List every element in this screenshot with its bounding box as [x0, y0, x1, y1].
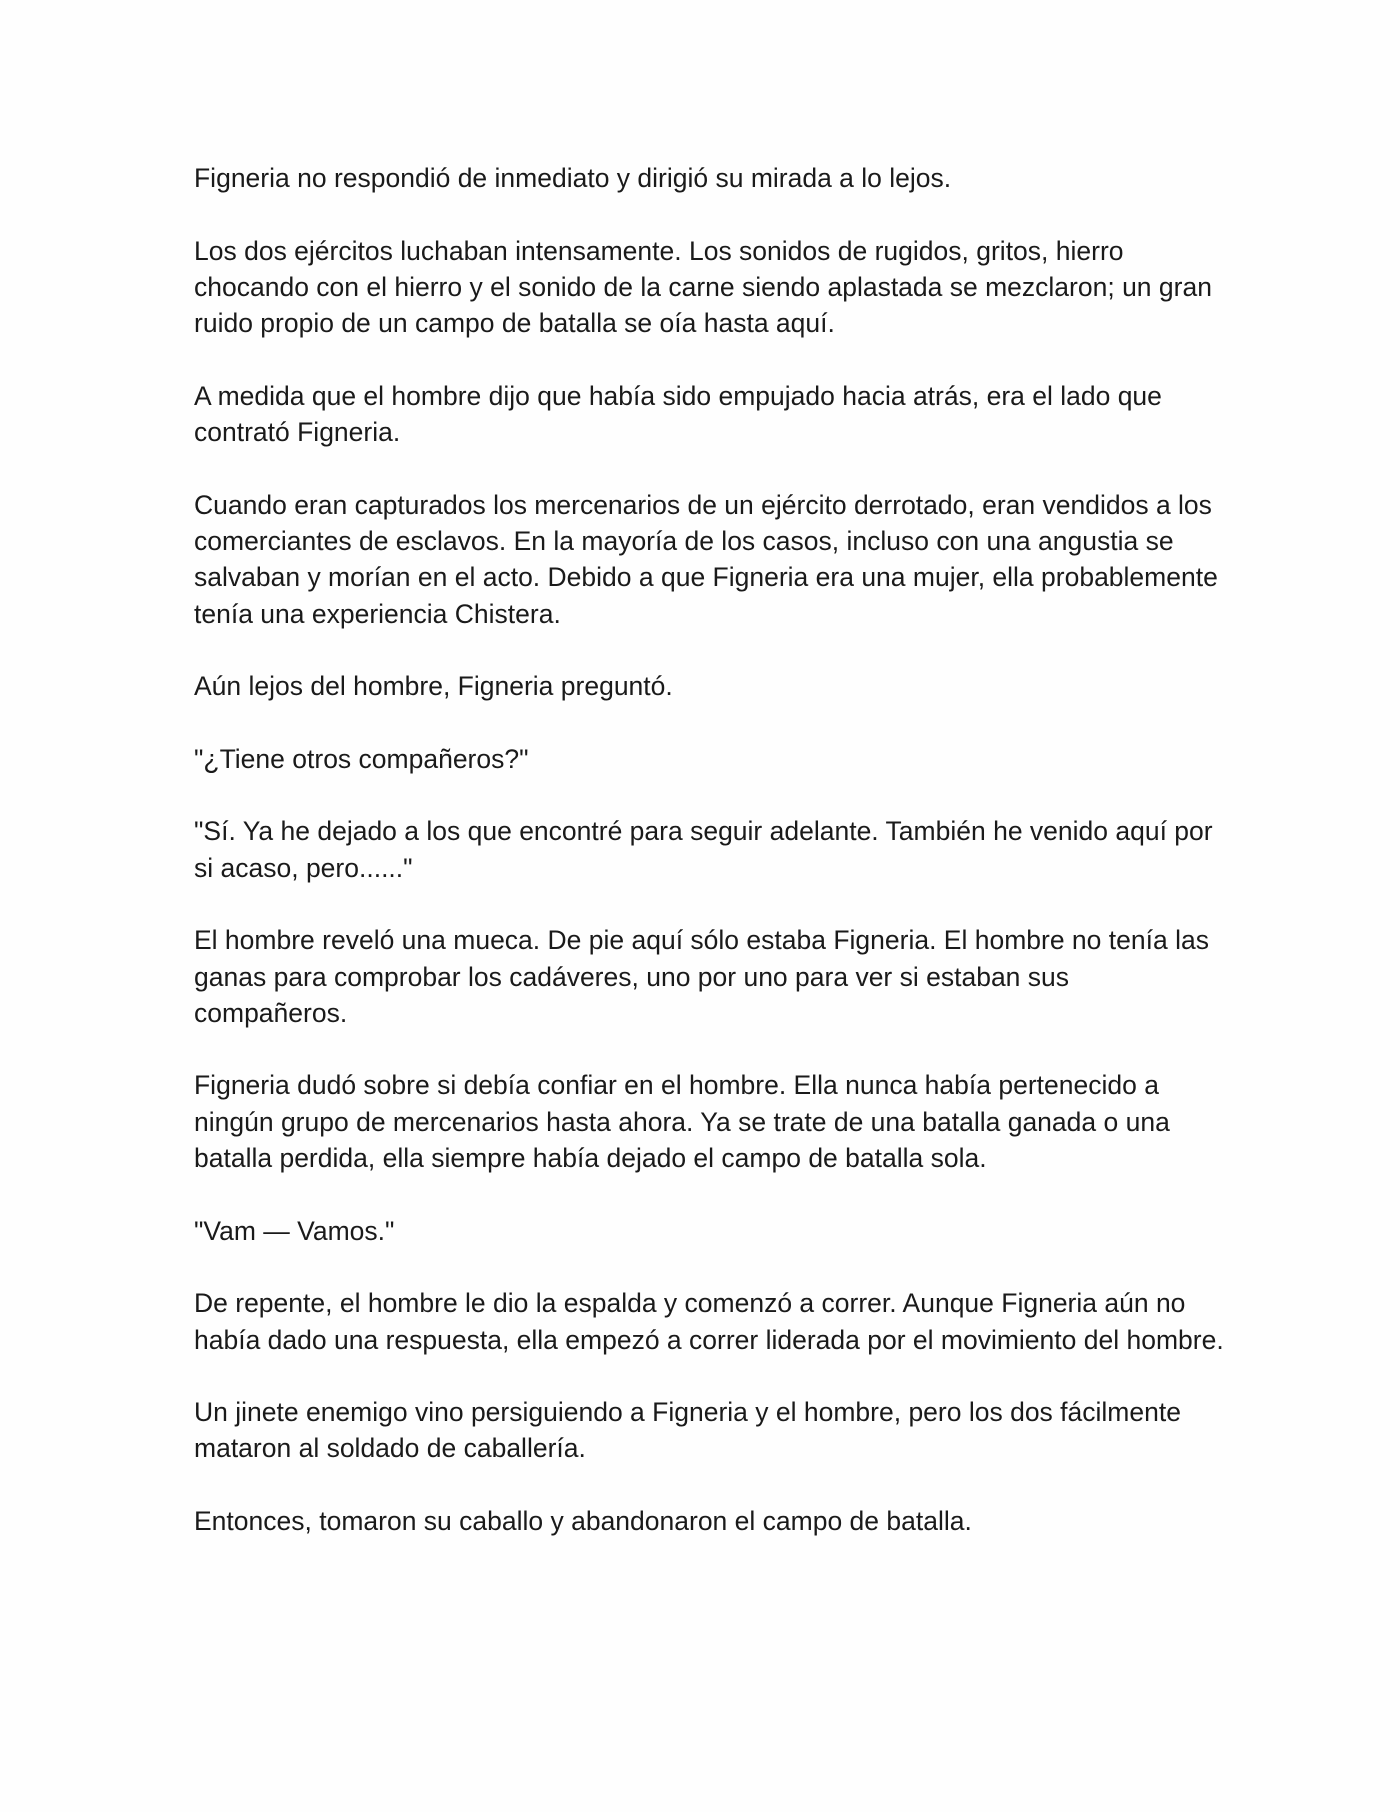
- paragraph: Un jinete enemigo vino persiguiendo a Figneria y el hombre, pero los dos fácilmente mataron al soldado de caballería.: [194, 1397, 1181, 1464]
- document-body: [194, 160, 1224, 1576]
- paragraph: Entonces, tomaron su caballo y abandonaron el campo de batalla.: [194, 1505, 972, 1536]
- paragraph: Cuando eran capturados los mercenarios de un ejército derrotado, eran vendidos a los comerciantes de esclavos. En la mayoría de los casos, incluso con una angustia se salvaban y morían en el acto. Debido a que Figneria era una mujer, ella probablemente tenía una experiencia Chistera.: [194, 489, 1218, 629]
- paragraph: Figneria dudó sobre si debía confiar en el hombre. Ella nunca había pertenecido a ningún grupo de mercenarios hasta ahora. Ya se trate de una batalla ganada o una batalla perdida, ella siempre había dejado el campo de batalla sola.: [194, 1070, 1170, 1174]
- paragraph: "Sí. Ya he dejado a los que encontré para seguir adelante. También he venido aquí por si acaso, pero......": [194, 816, 1213, 883]
- paragraph: Aún lejos del hombre, Figneria preguntó.: [194, 671, 673, 702]
- paragraph: El hombre reveló una mueca. De pie aquí sólo estaba Figneria. El hombre no tenía las ganas para comprobar los cadáveres, uno por uno para ver si estaban sus compañeros.: [194, 925, 1209, 1028]
- paragraph: "Vam — Vamos.": [194, 1215, 395, 1246]
- paragraph: Los dos ejércitos luchaban intensamente. Los sonidos de rugidos, gritos, hierro chocando con el hierro y el sonido de la carne siendo aplastada se mezclaron; un gran ruido propio de un campo de batalla se oía hasta aquí.: [194, 235, 1212, 339]
- paragraph: A medida que el hombre dijo que había sido empujado hacia atrás, era el lado que contrató Figneria.: [194, 380, 1162, 448]
- paragraph: Figneria no respondió de inmediato y dirigió su mirada a lo lejos.: [194, 163, 952, 193]
- paragraph: "¿Tiene otros compañeros?": [194, 743, 529, 774]
- paragraph: De repente, el hombre le dio la espalda y comenzó a correr. Aunque Figneria aún no había dado una respuesta, ella empezó a correr liderada por el movimiento del hombre.: [194, 1288, 1224, 1355]
